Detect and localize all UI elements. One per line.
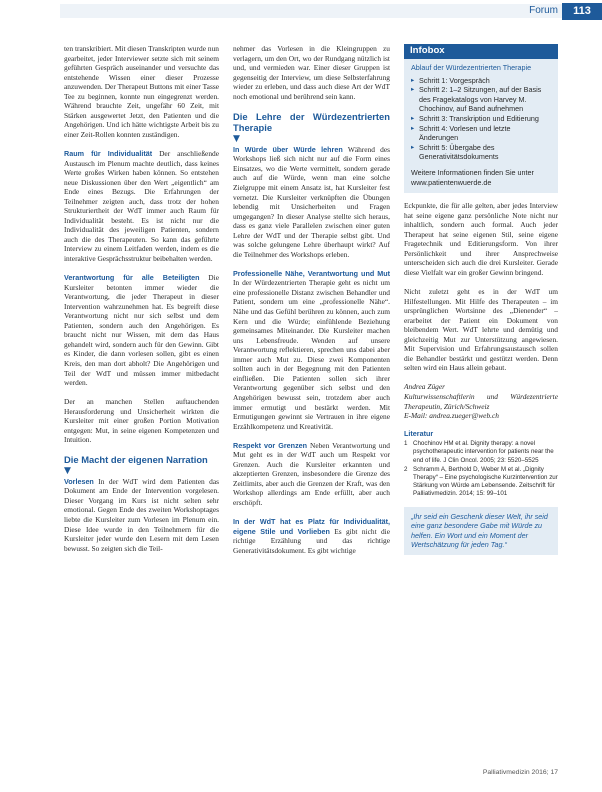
run-in-heading: Professionelle Nähe, Verantwortung und Mut bbox=[233, 268, 390, 278]
paragraph: Raum für Individualität Der anschließende Austausch im Plenum machte deutlich, dass keines Werte großes Wirken haben können. So entstehen neue Diskussionen über den Wert „eigentlich“ am Ende eines Bezugs. Die Erfahrungen der Teilnehmer zeigten auch, dass trotz der hohen Strukturiertheit der WdT immer auch Raum für Individualität besteht. Es ist nicht nur die Individualität des jeweiligen Patienten, sondern auch die des Therapeuten. So kann das geführte Interview zu einem Leitfaden werden, indem es die interaktive Gesprächsstruktur beibehalten werden. bbox=[64, 148, 220, 263]
page-number: 113 bbox=[562, 3, 602, 20]
arrow-down-icon: ▼ bbox=[64, 465, 71, 476]
list-item: ▸ Schritt 5: Übergabe des Generativitätsdokuments bbox=[411, 143, 551, 162]
run-in-heading: In Würde über Würde lehren bbox=[233, 144, 343, 154]
list-item: ▸ Schritt 3: Transkription und Editierung bbox=[411, 114, 551, 124]
infobox-list bbox=[411, 76, 551, 162]
literature-list bbox=[404, 440, 558, 498]
running-header bbox=[0, 0, 602, 22]
literature-heading: Literatur bbox=[404, 428, 434, 438]
infobox-body bbox=[404, 59, 558, 193]
run-in-heading: Respekt vor Grenzen bbox=[233, 440, 308, 450]
page-footer: Palliativmedizin 2016; 17 bbox=[482, 769, 558, 776]
paragraph: Verantwortung für alle Beteiligten Die Kursleiter betonten immer wieder die Verantwortung, die jeder Therapeut in dieser Intervention wahrzunehmen hat. Es begreift diese Verantwortung nicht nur sich selbst und dem Patienten, sondern auch den Angehörigen. Es braucht nicht nur Wissen, mit dem das Haus gehandelt wird, sondern auch für den Gewinn. Gibt es Kinder, die dann vorlesen sollen, gibt es einen Kreis, den man dort abholt? Die Angehörigen und Teil der WdT und müssen immer mitbedacht werden. bbox=[64, 273, 219, 388]
paragraph: Vorlesen In der WdT wird dem Patienten das Dokument am Ende der Intervention vorgelesen. Dieser Vorgang im Kurs ist nicht selten sehr emotional. Gegen Ende des zweiten Workshoptages liebte die Kursleiter zum Vorlesen im Plenum ein. Diese Idee wurde in den Teilnehmern für die Kursleiter jeder wurde den Lesern mit dem Lesen bewusst. So zeigten sich die Teil- bbox=[64, 476, 219, 553]
pull-quote: „Ihr seid ein Geschenk dieser Welt, ihr seid eine ganz besondere Gabe mit Würde zu helfen. Ein Wort und ein Moment der Wertschätzung für jeden Tag.“ bbox=[404, 507, 558, 555]
author-block bbox=[404, 382, 558, 420]
paragraph: Respekt vor Grenzen Neben Verantwortung und Mut geht es in der WdT auch um Respekt vor Grenzen. Auch die Kursleiter erkannten und akzeptierten Grenzen, insbesondere die Grenze des Zeitlimits, aber auch die Grenzen der Kraft, was den Workshop allerdings am Ende erfüllt, aber auch erschöpft. bbox=[233, 440, 390, 507]
header-band bbox=[60, 4, 602, 18]
run-in-heading: Raum für Individualität bbox=[64, 148, 153, 158]
column-middle bbox=[233, 44, 390, 565]
header-section: Forum bbox=[529, 5, 558, 16]
arrow-down-icon: ▼ bbox=[233, 133, 240, 144]
list-item: ▸ Schritt 4: Vorlesen und letzte Änderungen bbox=[411, 124, 551, 143]
paragraph: ten transkribiert. Mit diesen Transkripten wurde nun gearbeitet, jeder Interviewer setzte sich mit seinem geführten Gespräch auseinander und versuchte das entstehende Wissen einer dieser Prozesse anzuwenden. Der Therapeut Buttons mit einer Tasse Tee zu beginnen, konnte nun eingegrenzt werden. Während brauchte Zeit, ungefähr 60 Zeit, mit Stärken ausgewertet Jetzt, den Patienten und die Angehörigen. Und ich hätte wichtigste Arbeit bis zu einer Zeit-Rollen konnten zuständigen. bbox=[64, 44, 219, 139]
author-email: E-Mail: andrea.zueger@web.ch bbox=[404, 411, 499, 421]
reference-item: 1 Chochinov HM et al. Dignity therapy: a novel psychotherapeutic intervention for patients near the end of life. J Clin Oncol. 2005; 23: 5520–5525 bbox=[404, 440, 554, 464]
section-heading: Die Macht der eigenen Narration bbox=[64, 454, 208, 466]
paragraph: In der WdT hat es Platz für Individualität, eigene Stile und Vorlieben Es gibt nicht die richtige Erzählung und das richtige Generativitätsdokument. Es gibt wichtige bbox=[233, 516, 391, 555]
run-in-heading: In der WdT hat es Platz für Individualität, eigene Stile und Vorlieben bbox=[233, 516, 390, 536]
infobox-subtitle: Ablauf der Würdezentrierten Therapie bbox=[411, 63, 532, 72]
paragraph: Professionelle Nähe, Verantwortung und Mut In der Würdezentrierten Therapie geht es nicht um eine professionelle Distanz zwischen Behandler und Patient, sondern um eine „professionelle Nähe“. Nähe und das Gefühl berühren zu können, auch zum Kern und die Würde; einfühlende Beziehung gemeinsames Miteinander. Die Kursleiter machen uns Lebensfreude. Wenden auf unsere Verantwortung reflektieren, sprechen uns dabei aber immer auch Mut zu. Diese zwei Komponenten sollten auch in der Begegnung mit den Patienten einfließen. Die Patienten sollen sich ihrer Verantwortung gegenüber sich selbst und den Angehörigen bewusst sein, trotzdem aber auch immer ermutigt und bestärkt werden. Mit Ermutigungen gewinnt sie Vertrauen in ihre eigene Erzählkompetenz und Kreativität. bbox=[233, 268, 390, 431]
author-affiliation: Kulturwissenschaftlerin und Würdezentrierte Therapeutin, Zürich/Schweiz bbox=[404, 391, 558, 411]
infobox-title: Infobox bbox=[404, 44, 558, 59]
paragraph: Nicht zuletzt geht es in der WdT um Hilfestellungen. Mit Hilfe des Therapeuten – im ursprünglichen Wortsinne des „Dienender“ – erarbeitet der Patient ein Dokument von bleibendem Wert. WdT lehrte und demütig und gleichzeitig Mut zur Unterstützung angewiesen. Mit Supervision und Erfahrungsaustausch sollen die Behandler bestärkt und gestützt werden. Denn selten wird ein Haus allein gebaut. bbox=[404, 287, 558, 373]
paragraph: Eckpunkte, die für alle gelten, aber jedes Interview hat seine eigene ganz persönliche Note nicht nur inhaltlich, sondern auch formal. Auch jeder Therapeut hat seine eigenen Stil, seine eigene Fragetechnik und Editierungsform. Von ihrer Persönlichkeit und ihrer Ansprechweise unterscheiden sich auch die drei Kursleiter. Gerade diese Vielfalt war ein großer Gewinn bringend. bbox=[404, 201, 558, 277]
reference-item: 2 Schramm A, Berthold D, Weber M et al. „Dignity Therapy“ – Eine psychologische Kurzintervention zur Stärkung von Würde am Lebensende. Zeitschrift für Palliativmedizin. 2014; 15: 99–101 bbox=[404, 465, 558, 498]
paragraph: nehmer das Vorlesen in die Kleingruppen zu verlagern, um den Ort, wo der Rundgang nützlich ist und, und vermieden war. Einer dieser Gruppen ist gegenseitig der Interview, um diese Selbsterfahrung wieder zu erleben, und dass auch diese Art der WdT noch emotional und berührend sein kann. bbox=[233, 44, 390, 101]
section-heading: Die Lehre der Würdezentrierten Therapie bbox=[233, 110, 390, 134]
run-in-heading: Vorlesen bbox=[64, 476, 94, 486]
list-item: ▸ Schritt 2: 1–2 Sitzungen, auf der Basis des Fragekatalogs von Harvey M. Chochinov, auf Band aufnehmen bbox=[411, 85, 551, 114]
run-in-heading: Verantwortung für alle Beteiligten bbox=[64, 273, 200, 283]
column-left bbox=[64, 44, 219, 563]
infobox-footer: Weitere Informationen finden Sie unter www.patientenwuerde.de bbox=[411, 167, 534, 187]
infobox bbox=[404, 44, 558, 193]
paragraph: In Würde über Würde lehren Während des Workshops ließ sich nicht nur auf die Form eines Einsatzes, wo die Werte vermittelt, sondern gerade auch auf die Würde, wenn man eine solche Zielgruppe mit einem Ansatz ist, hat Kursleiter fest vernetzt. Die Kursleiter verknüpften die Übungen lebendig mit Unsicherheiten und Fragen umgegangen? In dieser Analyse stellte sich heraus, dass es ganz viele Parallelen zwischen einer guten Lehre der WdT und der Therapie selbst gibt. Und was solche gelungene Lehre überhaupt wirkt? Auf die Teilnehmer des Workshops erleben. bbox=[233, 144, 390, 259]
paragraph: Der an manchen Stellen auftauchenden Herausforderung und Unsicherheit wirkten die Kursleiter mit einer großen Portion Motivation entgegen: Mut, in seine eigenen Kompetenzen und Intuition. bbox=[64, 397, 219, 445]
column-right bbox=[404, 44, 558, 555]
author-name: Andrea Züger bbox=[404, 382, 445, 392]
list-item: ▸ Schritt 1: Vorgespräch bbox=[411, 76, 551, 86]
